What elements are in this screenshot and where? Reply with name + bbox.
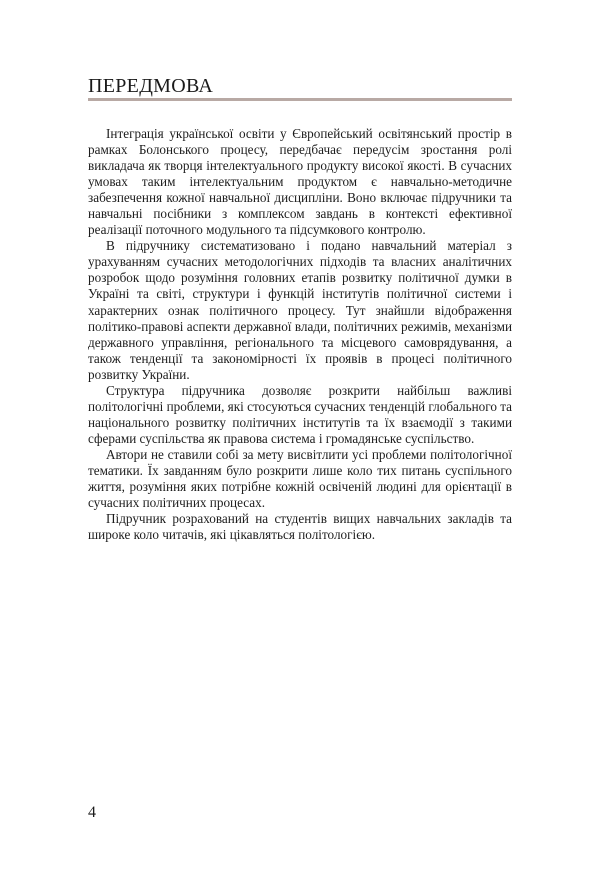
paragraph-4: Автори не ставили собі за мету висвітлити усі проблеми політологічної тематики. Їх завданням було розкрити лише коло тих питань суспільного життя, розуміння яких потрібне кожній освіченій людині для орієнтації в сучасних політичних процесах. — [88, 446, 512, 511]
page-number: 4 — [88, 804, 96, 821]
heading-underline-rule — [88, 98, 512, 101]
section-heading: ПЕРЕДМОВА — [88, 75, 214, 97]
paragraph-5: Підручник розрахований на студентів вищих навчальних закладів та широке коло читачів, які цікавляться політологією. — [88, 511, 512, 543]
body-text — [88, 126, 512, 543]
paragraph-3: Структура підручника дозволяє розкрити найбільш важливі політологічні проблеми, які стосуються сучасних тенденцій глобального та національного розвитку політичних інститутів та їх взаємодії з такими сферами суспільства як правова система і громадянське суспільство. — [88, 382, 513, 446]
paragraph-2: В підручнику систематизовано і подано навчальний матеріал з урахуванням сучасних методологічних підходів та власних аналітичних розробок щодо розуміння головних етапів розвитку політичної думки в Україні та світі, структури і функцій інститутів політичної системи і характерних ознак політичного процесу. Тут знайшли відображення політико-правові аспекти державної влади, політичних режимів, механізми державного управління, регіонального та місцевого самоврядування, а також тенденції та закономірності їх проявів в процесі політичного розвитку України. — [88, 238, 512, 382]
paragraph-1: Інтеграція української освіти у Європейський освітянський простір в рамках Болонського процесу, передбачає передусім зростання ролі викладача як творця інтелектуального продукту високої якості. В сучасних умовах таким інтелектуальним продуктом є навчально-методичне забезпечення кожної навчальної дисципліни. Воно включає підручники та навчальні посібники з комплексом завдань в контексті ефективної реалізації поточного модульного та підсумкового контролю. — [88, 126, 512, 238]
